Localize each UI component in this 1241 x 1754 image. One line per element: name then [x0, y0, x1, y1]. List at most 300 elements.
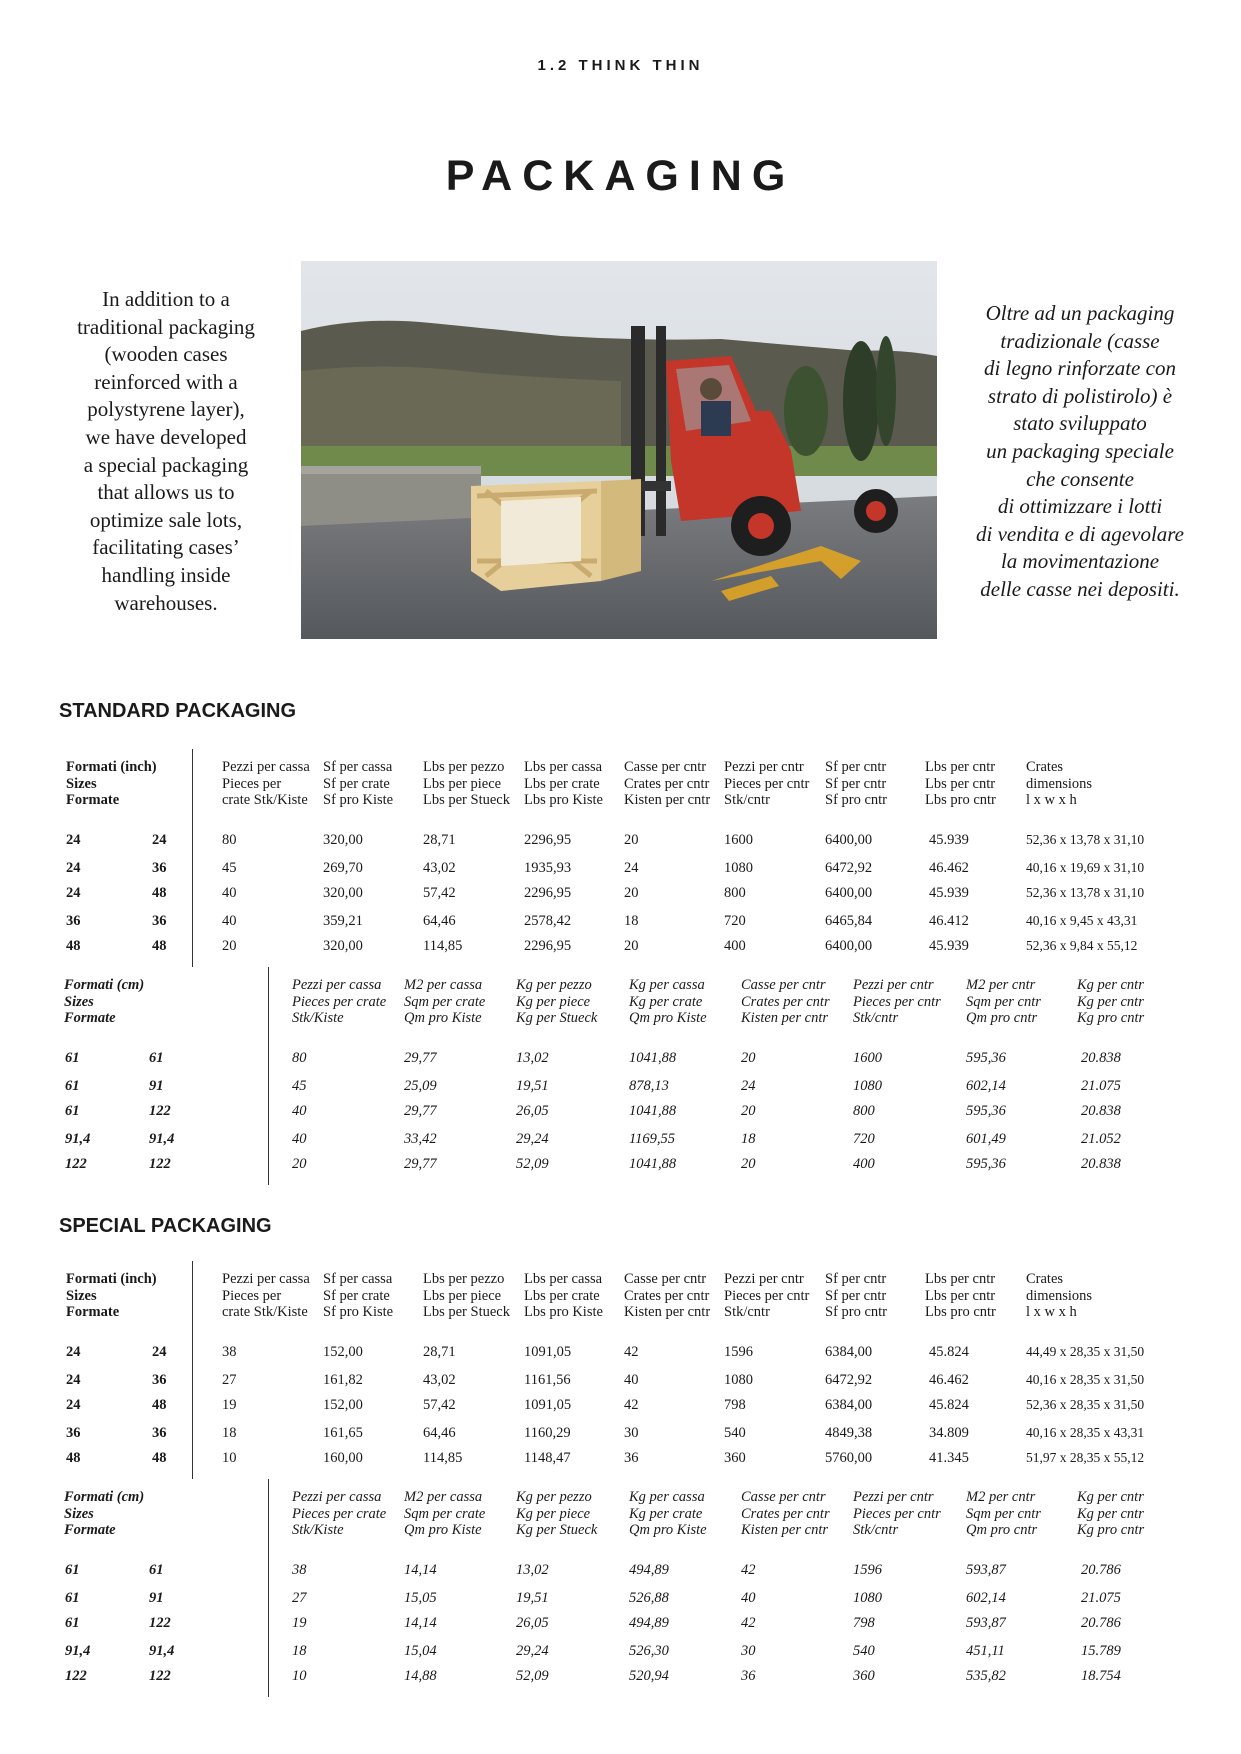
table-header-cell: crate Stk/Kiste: [222, 1304, 308, 1320]
table-cell: 46.462: [929, 1372, 969, 1388]
table-header-cell: Stk/cntr: [724, 1304, 770, 1320]
table-cell: 152,00: [323, 1397, 363, 1413]
table-cell: 44,49 x 28,35 x 31,50: [1026, 1344, 1145, 1359]
table-cell: 5760,00: [825, 1450, 873, 1466]
table-cell: 28,71: [423, 1344, 456, 1360]
table-header-cell: Pieces per cntr: [724, 1287, 810, 1304]
intro-it-line: la movimentazione: [1000, 549, 1160, 574]
table-cell: 52,36 x 28,35 x 31,50: [1026, 1397, 1145, 1412]
intro-en-line: we have developed: [85, 424, 247, 449]
table-cell: 19: [292, 1615, 307, 1631]
table-cell: 6472,92: [825, 1372, 873, 1388]
table-header-cell: Sf pro cntr: [825, 792, 888, 808]
table-cell: 2296,95: [524, 938, 572, 954]
table-cell: 494,89: [629, 1615, 669, 1631]
table-cell: 152,00: [323, 1344, 363, 1360]
table-cell: 2578,42: [524, 913, 572, 929]
size-cell: 91,4: [149, 1131, 175, 1147]
size-cell: 61: [149, 1562, 164, 1578]
table-cell: 36: [624, 1450, 639, 1466]
size-cell: 24: [152, 832, 167, 848]
table-header-label: Formati (inch): [66, 759, 157, 775]
table-header-cell: Stk/cntr: [853, 1522, 899, 1538]
table-cell: 15.789: [1081, 1643, 1121, 1659]
table-cell: 20: [624, 938, 639, 954]
table-cell: 26,05: [516, 1615, 549, 1631]
table-header-cell: Kg per cntr: [1077, 993, 1144, 1010]
table-cell: 33,42: [404, 1131, 437, 1147]
intro-it-line: tradizionale (casse: [1000, 328, 1160, 353]
table-header-cell: Pezzi per cassa: [222, 759, 310, 775]
table-cell: 798: [724, 1397, 746, 1413]
size-cell: 24: [66, 1344, 81, 1360]
table-header-cell: Pezzi per cassa: [292, 1489, 382, 1505]
table-cell: 27: [222, 1372, 237, 1388]
table-cell: 40: [292, 1131, 307, 1147]
table-cell: 6400,00: [825, 885, 873, 901]
table-cell: 114,85: [423, 1450, 463, 1466]
table-header-cell: Kg per Stueck: [516, 1010, 598, 1026]
table-header-cell: Lbs per Stueck: [423, 792, 510, 808]
table-cell: 540: [724, 1425, 746, 1441]
table-header-cell: Sf pro Kiste: [323, 792, 394, 808]
table-cell: 18.754: [1081, 1668, 1121, 1684]
table-cell: 57,42: [423, 885, 456, 901]
table-cell: 21.052: [1081, 1131, 1121, 1147]
table-cell: 1080: [853, 1078, 882, 1094]
size-cell: 61: [65, 1615, 80, 1631]
table-cell: 40: [292, 1103, 307, 1119]
table-cell: 52,36 x 9,84 x 55,12: [1026, 938, 1138, 953]
table-header-cell: Sf pro cntr: [825, 1304, 888, 1320]
size-cell: 24: [66, 860, 81, 876]
table-cell: 720: [853, 1131, 875, 1147]
table-cell: 13,02: [516, 1050, 549, 1066]
table-cell: 40: [222, 885, 237, 901]
table-header-label: Formate: [64, 1522, 116, 1538]
table-cell: 1080: [724, 1372, 753, 1388]
table-header-cell: Kg pro cntr: [1077, 1522, 1145, 1538]
table-cell: 52,36 x 13,78 x 31,10: [1026, 885, 1145, 900]
table-cell: 800: [724, 885, 746, 901]
table-header-cell: Kg per cassa: [629, 1489, 705, 1505]
intro-en-line: facilitating cases’: [92, 535, 240, 560]
table-cell: 800: [853, 1103, 875, 1119]
table-header-cell: Casse per cntr: [624, 759, 707, 775]
table-header-cell: Crates per cntr: [624, 1287, 710, 1304]
table-cell: 1600: [724, 832, 753, 848]
standard-packaging-title: STANDARD PACKAGING: [59, 700, 297, 722]
table-cell: 593,87: [966, 1615, 1006, 1631]
table-cell: 1080: [853, 1590, 882, 1606]
table-header-cell: Lbs per piece: [423, 1287, 502, 1304]
table-cell: 40,16 x 19,69 x 31,10: [1026, 860, 1145, 875]
size-cell: 91: [149, 1078, 164, 1094]
table-cell: 57,42: [423, 1397, 456, 1413]
column-divider: [268, 1479, 269, 1697]
table-header-cell: Lbs pro cntr: [925, 792, 996, 808]
table-header-cell: Lbs per cntr: [925, 1271, 996, 1287]
size-cell: 48: [152, 885, 167, 901]
size-cell: 122: [149, 1156, 171, 1172]
size-cell: 61: [65, 1590, 80, 1606]
table-header-cell: Sf per cntr: [825, 1271, 887, 1287]
table-cell: 40: [624, 1372, 639, 1388]
table-cell: 14,14: [404, 1562, 437, 1578]
intro-it-line: di legno rinforzate con: [984, 356, 1176, 381]
table-cell: 526,88: [629, 1590, 669, 1606]
table-header-cell: Kg per crate: [629, 993, 703, 1010]
table-cell: 1169,55: [629, 1131, 676, 1147]
table-header-cell: Pieces per cntr: [724, 775, 810, 792]
table-cell: 1161,56: [524, 1372, 571, 1388]
table-cell: 1041,88: [629, 1103, 677, 1119]
table-cell: 359,21: [323, 913, 363, 929]
table-cell: 878,13: [629, 1078, 669, 1094]
table-header-cell: Pezzi per cassa: [292, 977, 382, 993]
table-header-cell: crate Stk/Kiste: [222, 792, 308, 808]
table-cell: 1935,93: [524, 860, 572, 876]
table-cell: 2296,95: [524, 832, 572, 848]
intro-en-line: traditional packaging: [77, 314, 255, 339]
size-cell: 24: [66, 885, 81, 901]
intro-en-line: reinforced with a: [94, 369, 238, 394]
table-cell: 1041,88: [629, 1050, 677, 1066]
intro-en-line: In addition to a: [102, 287, 230, 311]
table-header-cell: Sf per cntr: [825, 759, 887, 775]
table-header-cell: Lbs pro Kiste: [524, 792, 603, 808]
table-cell: 20.838: [1081, 1103, 1121, 1119]
table-cell: 42: [741, 1615, 756, 1631]
intro-it-line: delle casse nei depositi.: [980, 576, 1180, 601]
table-header-cell: Sqm per crate: [404, 1505, 486, 1522]
table-cell: 400: [853, 1156, 875, 1172]
table-cell: 6465,84: [825, 913, 873, 929]
size-cell: 36: [66, 913, 81, 929]
table-header-cell: Qm pro Kiste: [404, 1522, 482, 1538]
table-cell: 45: [222, 860, 237, 876]
table-cell: 20: [741, 1050, 756, 1066]
table-header-label: Sizes: [64, 993, 94, 1010]
intro-italian: [962, 300, 1198, 604]
table-header-cell: l x w x h: [1026, 1304, 1077, 1320]
table-cell: 64,46: [423, 913, 456, 929]
table-cell: 45.939: [929, 885, 969, 901]
table-cell: 45: [292, 1078, 307, 1094]
table-cell: 20.786: [1081, 1562, 1121, 1578]
table-header-cell: Qm pro cntr: [966, 1010, 1038, 1026]
size-cell: 122: [149, 1103, 171, 1119]
table-header-cell: Casse per cntr: [624, 1271, 707, 1287]
table-header-cell: Kisten per cntr: [624, 792, 711, 808]
table-header-cell: M2 per cassa: [404, 1489, 483, 1505]
table-header-cell: Kg per Stueck: [516, 1522, 598, 1538]
table-cell: 18: [292, 1643, 307, 1659]
intro-it-line: Oltre ad un packaging: [985, 301, 1175, 325]
table-cell: 20: [741, 1156, 756, 1172]
table-cell: 20: [292, 1156, 307, 1172]
table-header-cell: M2 per cassa: [404, 977, 483, 993]
table-cell: 540: [853, 1643, 875, 1659]
table-header-cell: Lbs per Stueck: [423, 1304, 510, 1320]
table-header-label: Formati (inch): [66, 1271, 157, 1287]
table-header-cell: M2 per cntr: [966, 1489, 1036, 1505]
table-cell: 46.412: [929, 913, 969, 929]
table-cell: 20: [741, 1103, 756, 1119]
table-header-cell: Pieces per cntr: [853, 993, 941, 1010]
table-header-cell: Sqm per cntr: [966, 1505, 1041, 1522]
table-cell: 10: [222, 1450, 237, 1466]
table-header-label: Sizes: [66, 775, 97, 792]
table-header-cell: Kg per cntr: [1077, 977, 1144, 993]
table-header-cell: Kg per cntr: [1077, 1489, 1144, 1505]
table-header-label: Formate: [66, 1304, 120, 1320]
size-cell: 36: [152, 860, 167, 876]
column-divider: [192, 749, 193, 967]
table-header-cell: Sf per crate: [323, 775, 390, 792]
table-header-cell: dimensions: [1026, 775, 1093, 792]
table-header-cell: Kisten per cntr: [741, 1522, 828, 1538]
size-cell: 48: [152, 1397, 167, 1413]
table-cell: 20: [624, 885, 639, 901]
size-cell: 36: [66, 1425, 81, 1441]
table-header-cell: Lbs per cntr: [925, 1287, 996, 1304]
size-cell: 36: [152, 1425, 167, 1441]
table-header-cell: Pieces per: [222, 775, 282, 792]
table-header-cell: Stk/Kiste: [292, 1522, 344, 1538]
table-cell: 13,02: [516, 1562, 549, 1578]
table-cell: 34.809: [929, 1425, 969, 1441]
table-cell: 40,16 x 28,35 x 43,31: [1026, 1425, 1145, 1440]
table-header-cell: Pezzi per cntr: [853, 1489, 934, 1505]
table-cell: 15,05: [404, 1590, 437, 1606]
table-cell: 52,09: [516, 1156, 549, 1172]
table-cell: 20.838: [1081, 1156, 1121, 1172]
table-cell: 451,11: [966, 1643, 1005, 1659]
table-header-cell: Lbs pro cntr: [925, 1304, 996, 1320]
table-header-cell: Sf pro Kiste: [323, 1304, 394, 1320]
size-cell: 61: [65, 1050, 80, 1066]
table-header-cell: Crates per cntr: [624, 775, 710, 792]
table-header-label: Sizes: [66, 1287, 97, 1304]
intro-en-line: warehouses.: [114, 590, 218, 615]
table-cell: 720: [724, 913, 746, 929]
table-cell: 24: [624, 860, 639, 876]
table-cell: 18: [741, 1131, 756, 1147]
table-header-cell: Pieces per crate: [292, 1505, 387, 1522]
size-cell: 36: [152, 1372, 167, 1388]
table-cell: 360: [853, 1668, 875, 1684]
column-divider: [268, 967, 269, 1185]
table-header-cell: Crates per cntr: [741, 1505, 830, 1522]
size-cell: 122: [65, 1156, 87, 1172]
table-header-cell: Qm pro Kiste: [629, 1522, 707, 1538]
table-header-cell: Lbs pro Kiste: [524, 1304, 603, 1320]
intro-it-line: strato di polistirolo) è: [987, 383, 1173, 408]
table-header-cell: Pezzi per cntr: [724, 759, 804, 775]
table-header-cell: Qm pro cntr: [966, 1522, 1038, 1538]
table-header-cell: Sqm per crate: [404, 993, 486, 1010]
table-header-cell: Sf per cassa: [323, 759, 393, 775]
table-cell: 42: [741, 1562, 756, 1578]
table-cell: 1600: [853, 1050, 882, 1066]
table-header-cell: Pieces per cntr: [853, 1505, 941, 1522]
table-cell: 1091,05: [524, 1344, 572, 1360]
table-header-cell: Pezzi per cntr: [853, 977, 934, 993]
table-cell: 20.838: [1081, 1050, 1121, 1066]
table-cell: 602,14: [966, 1590, 1006, 1606]
size-cell: 91,4: [65, 1131, 91, 1147]
table-cell: 28,71: [423, 832, 456, 848]
table-cell: 52,09: [516, 1668, 549, 1684]
table-header-cell: Lbs per cntr: [925, 775, 996, 792]
table-cell: 595,36: [966, 1156, 1006, 1172]
intro-en-line: polystyrene layer),: [87, 397, 245, 422]
table-cell: 1080: [724, 860, 753, 876]
forklift-photo: [301, 261, 937, 639]
intro-it-line: stato sviluppato: [1013, 411, 1147, 436]
table-cell: 1041,88: [629, 1156, 677, 1172]
table-header-cell: Crates per cntr: [741, 993, 830, 1010]
table-cell: 80: [222, 832, 237, 848]
table-header-label: Sizes: [64, 1505, 94, 1522]
table-header-cell: Kg per cassa: [629, 977, 705, 993]
intro-english: [58, 286, 274, 617]
size-cell: 61: [149, 1050, 164, 1066]
table-cell: 45.939: [929, 832, 969, 848]
size-cell: 122: [149, 1668, 171, 1684]
table-header-cell: Stk/Kiste: [292, 1010, 344, 1026]
table-header-label: Formate: [64, 1010, 116, 1026]
table-cell: 1596: [853, 1562, 882, 1578]
table-cell: 14,14: [404, 1615, 437, 1631]
table-cell: 19,51: [516, 1590, 549, 1606]
table-cell: 1091,05: [524, 1397, 572, 1413]
table-cell: 20: [222, 938, 237, 954]
table-header-cell: Lbs per crate: [524, 1287, 600, 1304]
table-header-cell: Pieces per: [222, 1287, 282, 1304]
size-cell: 36: [152, 913, 167, 929]
table-header-cell: Kisten per cntr: [741, 1010, 828, 1026]
intro-it-line: un packaging speciale: [986, 438, 1174, 463]
table-header-cell: dimensions: [1026, 1287, 1093, 1304]
table-cell: 41.345: [929, 1450, 969, 1466]
table-cell: 20.786: [1081, 1615, 1121, 1631]
table-cell: 6400,00: [825, 832, 873, 848]
table-header-cell: Pezzi per cassa: [222, 1271, 310, 1287]
table-header-cell: Sf per crate: [323, 1287, 390, 1304]
table-header-cell: l x w x h: [1026, 792, 1077, 808]
table-cell: 18: [624, 913, 639, 929]
table-cell: 29,24: [516, 1131, 549, 1147]
table-cell: 30: [741, 1643, 756, 1659]
table-cell: 535,82: [966, 1668, 1006, 1684]
table-cell: 1148,47: [524, 1450, 571, 1466]
table-cell: 29,77: [404, 1103, 437, 1119]
intro-en-line: handling inside: [101, 562, 231, 587]
page-title: PACKAGING: [445, 152, 796, 200]
table-header-cell: Stk/cntr: [853, 1010, 899, 1026]
size-cell: 122: [65, 1668, 87, 1684]
table-header-cell: Kg per cntr: [1077, 1505, 1144, 1522]
table-cell: 593,87: [966, 1562, 1006, 1578]
table-cell: 40: [741, 1590, 756, 1606]
table-header-cell: Crates: [1026, 759, 1064, 775]
intro-en-line: that allows us to: [97, 480, 235, 505]
table-cell: 19,51: [516, 1078, 549, 1094]
table-cell: 19: [222, 1397, 237, 1413]
column-divider: [192, 1261, 193, 1479]
table-cell: 29,77: [404, 1156, 437, 1172]
size-cell: 91,4: [149, 1643, 175, 1659]
table-header-cell: Lbs per cntr: [925, 759, 996, 775]
size-cell: 24: [66, 832, 81, 848]
table-cell: 36: [741, 1668, 756, 1684]
size-cell: 91,4: [65, 1643, 91, 1659]
table-cell: 6384,00: [825, 1397, 873, 1413]
intro-en-line: (wooden cases: [104, 342, 228, 367]
table-cell: 27: [292, 1590, 307, 1606]
table-cell: 21.075: [1081, 1078, 1121, 1094]
table-cell: 46.462: [929, 860, 969, 876]
table-cell: 269,70: [323, 860, 363, 876]
table-header-cell: Kg per pezzo: [516, 1489, 592, 1505]
table-header-cell: Qm pro Kiste: [629, 1010, 707, 1026]
table-header-cell: Kisten per cntr: [624, 1304, 711, 1320]
table-header-cell: Lbs per cassa: [524, 759, 603, 775]
table-cell: 320,00: [323, 885, 363, 901]
table-cell: 14,88: [404, 1668, 437, 1684]
table-header-cell: Casse per cntr: [741, 977, 826, 993]
table-cell: 45.824: [929, 1344, 969, 1360]
table-header-cell: Kg per piece: [516, 1505, 591, 1522]
table-cell: 42: [624, 1397, 639, 1413]
table-cell: 114,85: [423, 938, 463, 954]
intro-en-line: a special packaging: [83, 452, 249, 477]
size-cell: 24: [66, 1397, 81, 1413]
table-cell: 43,02: [423, 1372, 456, 1388]
table-cell: 40,16 x 9,45 x 43,31: [1026, 913, 1138, 928]
table-cell: 45.824: [929, 1397, 969, 1413]
table-cell: 30: [624, 1425, 639, 1441]
table-header-label: Formati (cm): [64, 977, 145, 993]
intro-it-line: che consente: [1026, 466, 1134, 491]
table-header-cell: Lbs per crate: [524, 775, 600, 792]
table-header-cell: Sf per cassa: [323, 1271, 393, 1287]
table-cell: 40,16 x 28,35 x 31,50: [1026, 1372, 1145, 1387]
table-cell: 602,14: [966, 1078, 1006, 1094]
table-cell: 40: [222, 913, 237, 929]
table-header-cell: Lbs per cassa: [524, 1271, 603, 1287]
table-cell: 29,77: [404, 1050, 437, 1066]
table-cell: 6384,00: [825, 1344, 873, 1360]
table-header-cell: Lbs per pezzo: [423, 759, 505, 775]
table-header-label: Formate: [66, 792, 120, 808]
table-cell: 2296,95: [524, 885, 572, 901]
intro-it-line: di vendita e di agevolare: [976, 521, 1184, 546]
intro-en-line: optimize sale lots,: [89, 507, 243, 532]
table-header-cell: Sf per cntr: [825, 1287, 887, 1304]
table-cell: 18: [222, 1425, 237, 1441]
table-cell: 51,97 x 28,35 x 55,12: [1026, 1450, 1145, 1465]
table-cell: 6400,00: [825, 938, 873, 954]
table-header-cell: Casse per cntr: [741, 1489, 826, 1505]
table-cell: 360: [724, 1450, 746, 1466]
table-cell: 595,36: [966, 1103, 1006, 1119]
table-header-cell: M2 per cntr: [966, 977, 1036, 993]
table-cell: 320,00: [323, 832, 363, 848]
table-cell: 52,36 x 13,78 x 31,10: [1026, 832, 1145, 847]
